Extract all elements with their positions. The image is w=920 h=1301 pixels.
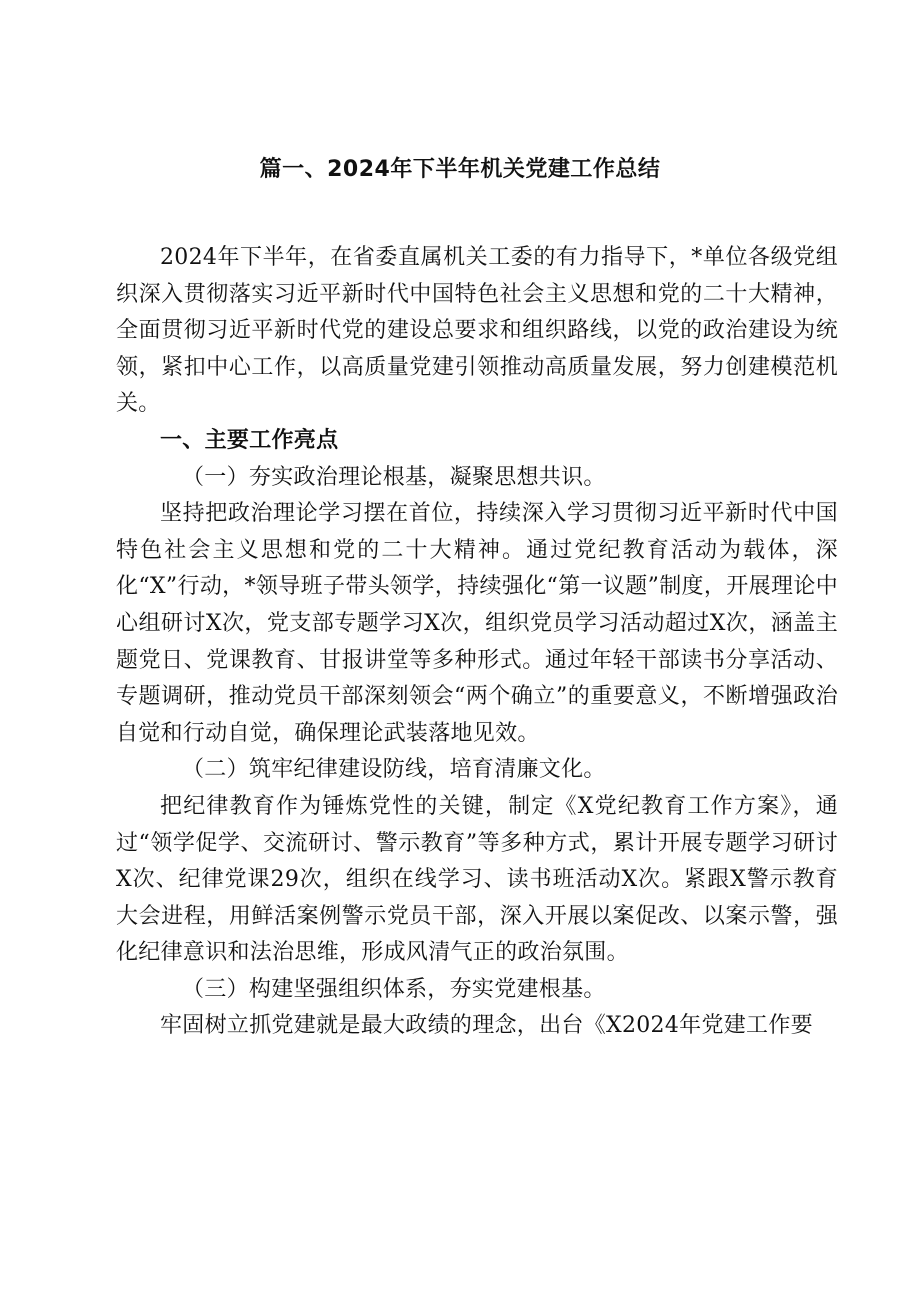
subsection-paragraph-2: 把纪律教育作为锤炼党性的关键，制定《X党纪教育工作方案》，通过“领学促学、交流研讨、警示教育”等多种方式，累计开展专题学习研讨X次、纪律党课29次，组织在线学习、读书班活动X次。紧跟X警示教育大会进程，用鲜活案例警示党员干部，深入开展以案促改、以案示警，强化纪律意识和法治思维，形成风清气正的政治氛围。 xyxy=(116,793,838,966)
subsection-heading-1: （一）夯实政治理论根基，凝聚思想共识。 xyxy=(182,464,606,490)
document-body xyxy=(116,240,838,1045)
subsection-heading-2: （二）筑牢纪律建设防线，培育清廉文化。 xyxy=(182,757,606,783)
intro-paragraph: 2024年下半年，在省委直属机关工委的有力指导下，*单位各级党组织深入贯彻落实习近平新时代中国特色社会主义思想和党的二十大精神，全面贯彻习近平新时代党的建设总要求和组织路线，以党的政治建设为统领，紧扣中心工作，以高质量党建引领推动高质量发展，努力创建模范机关。 xyxy=(116,245,838,417)
section-heading-main-highlights: 一、主要工作亮点 xyxy=(160,427,339,453)
subsection-paragraph-3: 牢固树立抓党建就是最大政绩的理念，出台《X2024年党建工作要 xyxy=(160,1013,813,1039)
subsection-heading-3: （三）构建坚强组织体系，夯实党建根基。 xyxy=(182,976,606,1002)
document-title: 篇一、2024年下半年机关党建工作总结 xyxy=(259,157,661,182)
subsection-paragraph-1: 坚持把政治理论学习摆在首位，持续深入学习贯彻习近平新时代中国特色社会主义思想和党的二十大精神。通过党纪教育活动为载体，深化“X”行动，*领导班子带头领学，持续强化“第一议题”制度，开展理论中心组研讨X次，党支部专题学习X次，组织党员学习活动超过X次，涵盖主题党日、党课教育、甘报讲堂等多种形式。通过年轻干部读书分享活动、专题调研，推动党员干部深刻领会“两个确立”的重要意义，不断增强政治自觉和行动自觉，确保理论武装落地见效。 xyxy=(116,501,838,746)
